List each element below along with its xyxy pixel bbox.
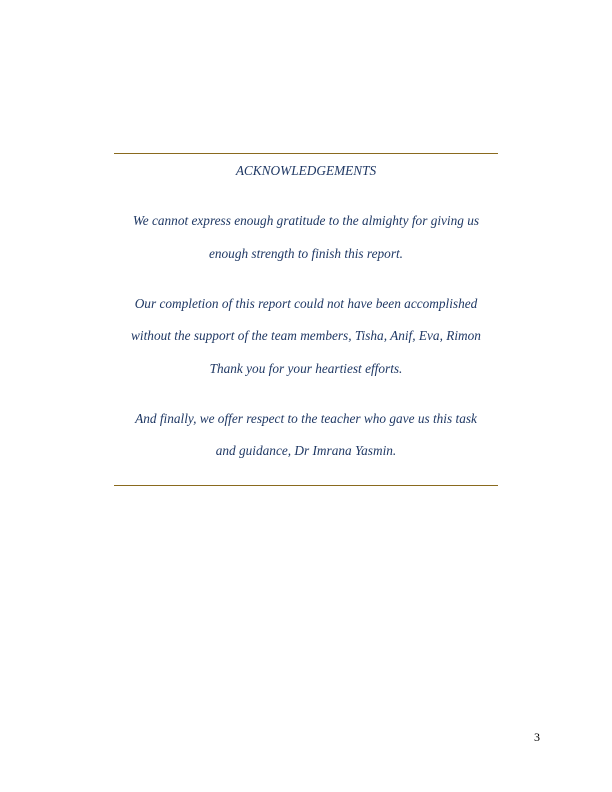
bottom-divider — [114, 485, 498, 486]
acknowledgements-heading: ACKNOWLEDGEMENTS — [235, 163, 377, 178]
paragraph-1-line-2: enough strength to finish this report. — [208, 246, 404, 261]
paragraph-3-line-2: and guidance, Dr Imrana Yasmin. — [215, 443, 397, 458]
paragraph-2-line-2: without the support of the team members, Tisha, Anif, Eva, Rimon — [131, 328, 481, 343]
paragraph-3-line-1: And finally, we offer respect to the teacher who gave us this task — [135, 411, 477, 426]
paragraph-2-line-1: Our completion of this report could not have been accomplished — [134, 296, 478, 311]
paragraph-1-line-1: We cannot express enough gratitude to the almighty for giving us — [132, 213, 480, 228]
top-divider — [114, 153, 498, 154]
paragraph-2-line-3: Thank you for your heartiest efforts. — [209, 361, 403, 376]
page-number: 3 — [534, 730, 540, 744]
